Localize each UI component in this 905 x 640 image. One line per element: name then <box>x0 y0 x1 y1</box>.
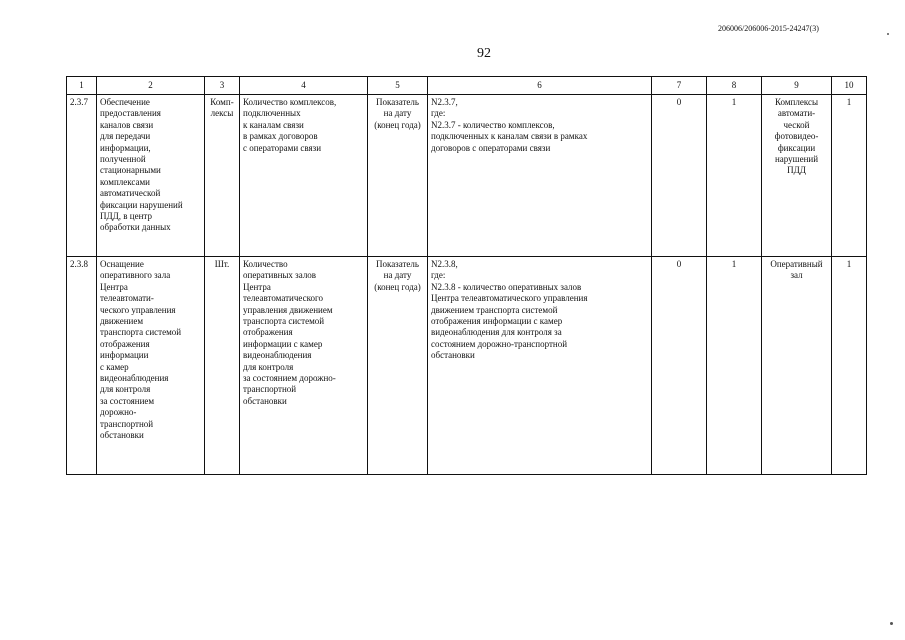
page-number: 92 <box>477 46 491 61</box>
column-header: 4 <box>240 77 368 95</box>
measure-name: Обеспечение предоставления каналов связи для передачи информации, полученной стационарными комплексами автоматической фиксации нарушений ПДД, в центр обработки данных <box>97 95 205 257</box>
indicator-description: Количество комплексов, подключенных к каналам связи в рамках договоров с операторами связи <box>240 95 368 257</box>
indicator-description: Количество оперативных залов Центра телеавтоматического управления движением транспорта системой отображения информации с камер видеонаблюдения для контроля за состоянием дорожно- транспортной обстановки <box>240 257 368 475</box>
formula: N2.3.8, где: N2.3.8 - количество оперативных залов Центра телеавтоматического управления движением транспорта системой отображения информации с камер видеонаблюдения для контроля за состоянием дорожно-транспортной обстановки <box>428 257 652 475</box>
column-header: 10 <box>832 77 867 95</box>
value-col-7: 0 <box>652 257 707 475</box>
value-col-8: 1 <box>707 95 762 257</box>
column-header: 9 <box>762 77 832 95</box>
indicator-type: Показатель на дату (конец года) <box>368 257 428 475</box>
table-row <box>67 257 867 475</box>
column-header: 8 <box>707 77 762 95</box>
row-number: 2.3.8 <box>67 257 97 475</box>
scan-speck <box>890 622 893 625</box>
value-col-10: 1 <box>832 257 867 475</box>
table-row <box>67 95 867 257</box>
column-header: 1 <box>67 77 97 95</box>
column-header: 5 <box>368 77 428 95</box>
value-col-10: 1 <box>832 95 867 257</box>
column-header: 6 <box>428 77 652 95</box>
table-header-row <box>67 77 867 95</box>
unit: Шт. <box>205 257 240 475</box>
measure-name: Оснащение оперативного зала Центра телеавтомати- ческого управления движением транспорта системой отображения информации с камер видеонаблюдения для контроля за состоянием дорожно- транспортной обстановки <box>97 257 205 475</box>
scan-speck <box>887 33 889 35</box>
object-description: Комплексы автомати- ческой фотовидео- фиксации нарушений ПДД <box>762 95 832 257</box>
column-header: 2 <box>97 77 205 95</box>
value-col-8: 1 <box>707 257 762 475</box>
row-number: 2.3.7 <box>67 95 97 257</box>
indicators-table <box>66 76 867 475</box>
unit: Комп- лексы <box>205 95 240 257</box>
document-id: 206006/206006-2015-24247(3) <box>718 24 819 33</box>
column-header: 3 <box>205 77 240 95</box>
column-header: 7 <box>652 77 707 95</box>
value-col-7: 0 <box>652 95 707 257</box>
object-description: Оперативный зал <box>762 257 832 475</box>
formula: N2.3.7, где: N2.3.7 - количество комплексов, подключенных к каналам связи в рамках договоров с операторами связи <box>428 95 652 257</box>
indicator-type: Показатель на дату (конец года) <box>368 95 428 257</box>
